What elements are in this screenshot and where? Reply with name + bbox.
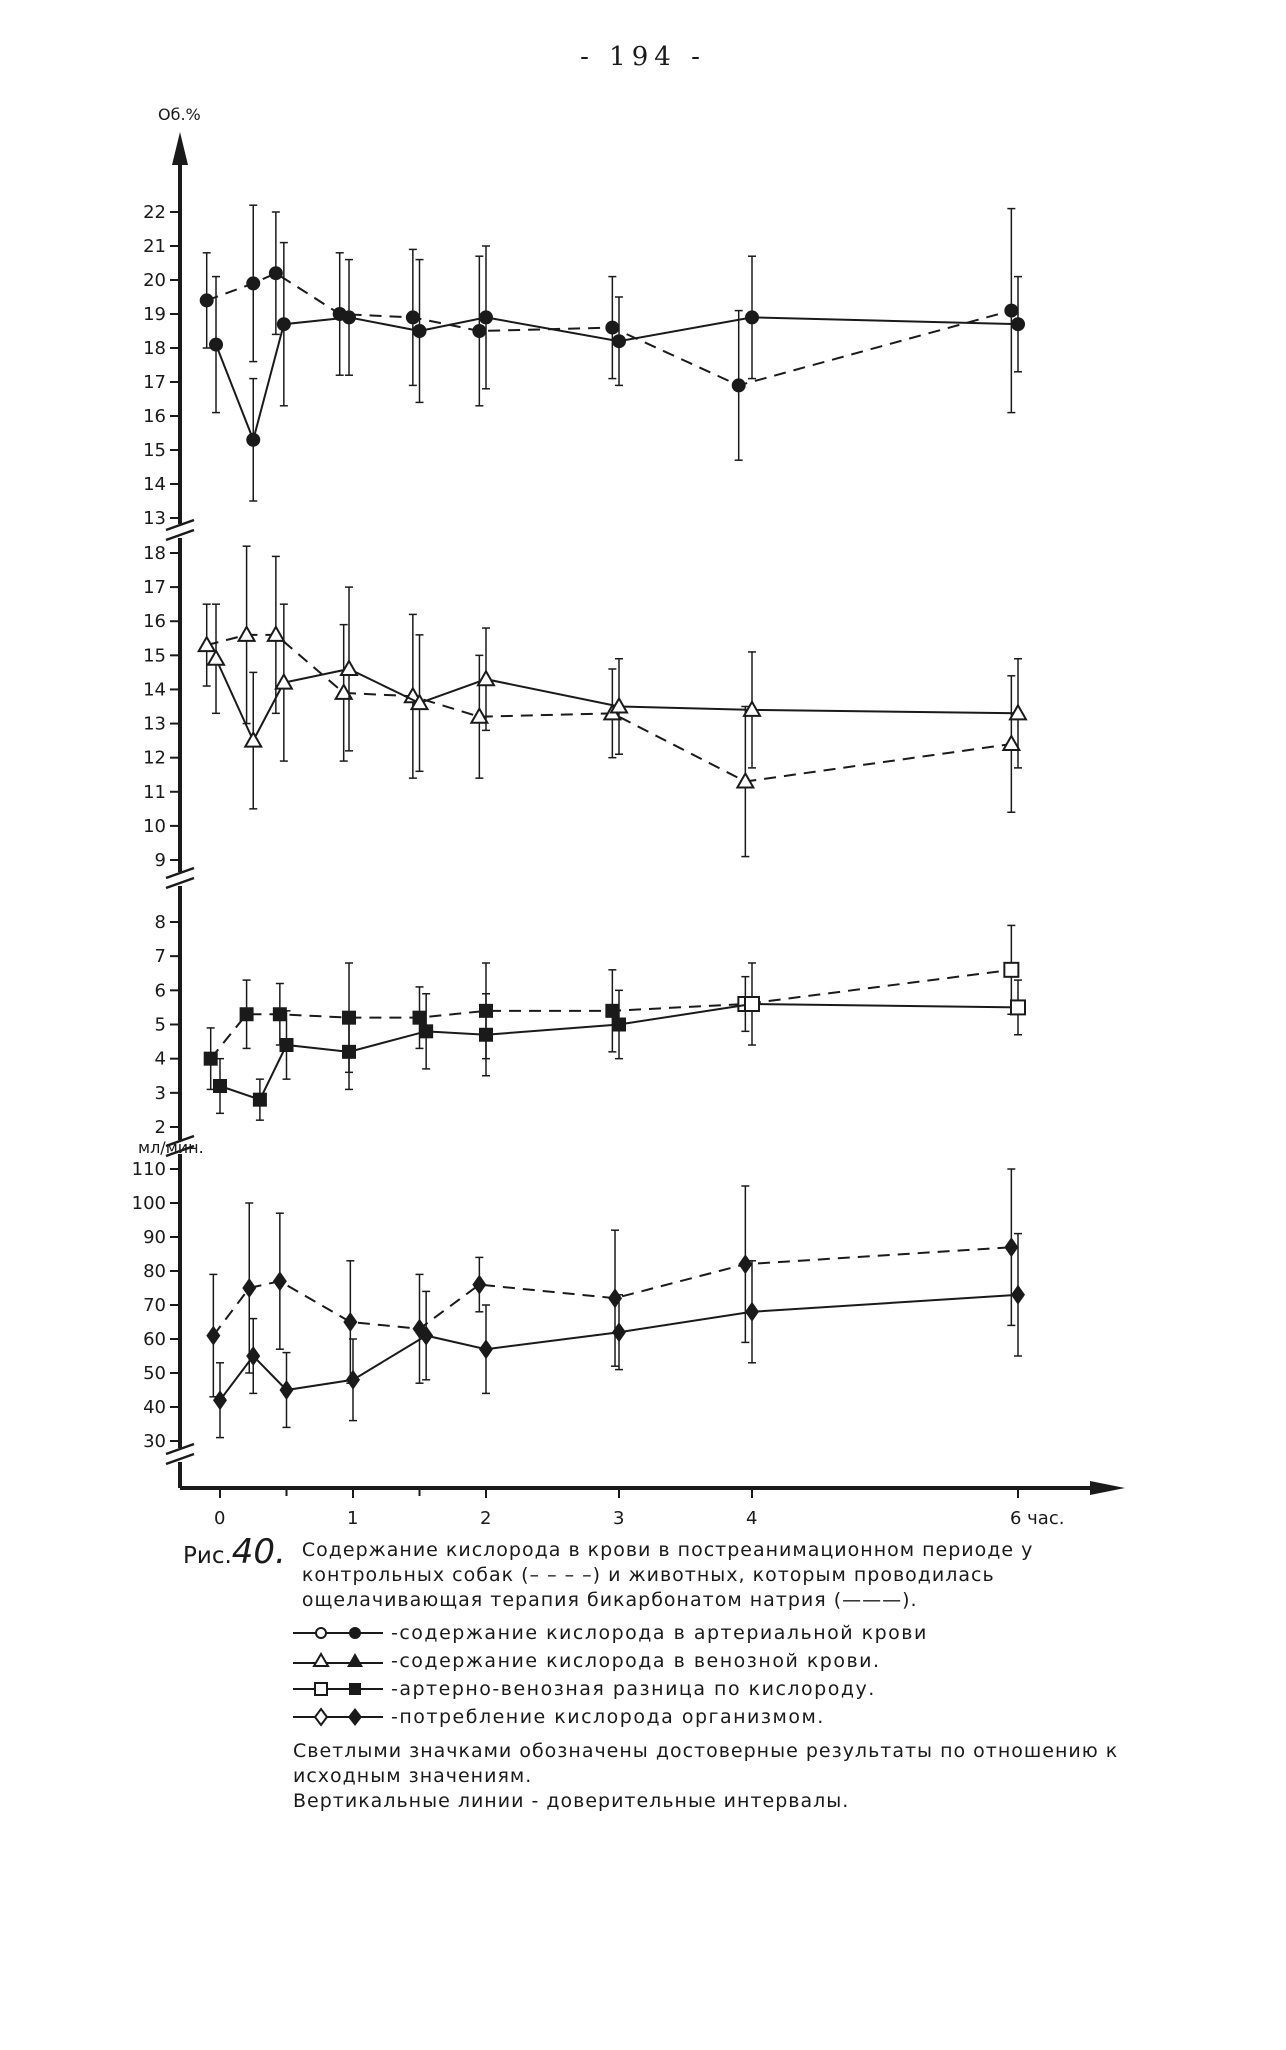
x-tick-label: 6 час.	[1010, 1508, 1065, 1529]
data-point	[413, 1011, 427, 1025]
y-tick-label: 17	[143, 577, 166, 599]
y-tick-label: 18	[143, 338, 166, 359]
data-point	[246, 276, 260, 290]
figure-caption	[183, 1532, 1143, 1814]
data-point	[253, 1093, 267, 1107]
y-tick-label: 13	[143, 713, 166, 735]
data-point	[738, 1254, 752, 1274]
y-tick-label: 40	[143, 1397, 166, 1418]
data-point	[608, 1288, 622, 1308]
data-point	[209, 338, 223, 352]
data-point	[1004, 304, 1018, 318]
data-point	[406, 310, 420, 324]
data-point	[1011, 1285, 1025, 1305]
data-point	[745, 310, 759, 324]
legend-circle-icon	[293, 1623, 383, 1643]
note-confidence: Вертикальные линии - доверительные интервалы.	[293, 1790, 850, 1812]
y-tick-label: 6	[154, 980, 166, 1002]
chart-data-layer	[132, 202, 1026, 1452]
notes	[293, 1739, 1143, 1814]
legend	[293, 1619, 1143, 1731]
legend-square-icon	[293, 1679, 383, 1699]
x-tick-label: 3	[613, 1508, 625, 1529]
y-tick-label: 7	[154, 946, 166, 968]
data-point	[605, 321, 619, 335]
data-point	[208, 651, 224, 665]
data-point	[342, 310, 356, 324]
y-tick-label: 5	[154, 1014, 166, 1036]
data-point	[343, 1312, 357, 1332]
y-tick-label: 4	[154, 1048, 166, 1070]
data-point	[1011, 1000, 1025, 1014]
y-tick-label: 16	[143, 406, 166, 427]
y-unit-label-top: Об.%	[158, 105, 201, 124]
data-point	[342, 1045, 356, 1059]
data-point	[273, 1271, 287, 1291]
legend-label: -артерно-венозная разница по кислороду.	[391, 1678, 876, 1700]
chart-panel-2	[143, 543, 1026, 871]
y-tick-label: 14	[143, 474, 166, 495]
y-tick-label: 12	[143, 747, 166, 769]
series-dashed	[199, 546, 1020, 856]
figure-number: 40.	[231, 1532, 286, 1572]
series-dashed	[200, 205, 1019, 460]
y-tick-label: 19	[143, 304, 166, 325]
data-point	[273, 1007, 287, 1021]
data-point	[605, 1004, 619, 1018]
x-tick-label: 2	[480, 1508, 492, 1529]
y-axis-arrow	[172, 132, 188, 165]
y-tick-label: 80	[143, 1261, 166, 1282]
legend-item-arterial	[293, 1619, 1143, 1647]
y-tick-label: 90	[143, 1227, 166, 1248]
data-point	[200, 293, 214, 307]
data-point	[479, 310, 493, 324]
data-point	[479, 1339, 493, 1359]
data-point	[280, 1038, 294, 1052]
data-point	[745, 1302, 759, 1322]
y-tick-label: 13	[143, 508, 166, 529]
data-point	[245, 733, 261, 747]
series-solid	[213, 963, 1025, 1120]
series-line	[213, 1247, 1011, 1335]
legend-item-venous	[293, 1647, 1143, 1675]
y-tick-label: 30	[143, 1431, 166, 1452]
x-tick-label: 1	[347, 1508, 359, 1529]
y-tick-label: 60	[143, 1329, 166, 1350]
data-point	[277, 317, 291, 331]
legend-triangle-icon	[293, 1651, 383, 1671]
series-solid	[213, 1234, 1025, 1438]
y-tick-label: 70	[143, 1295, 166, 1316]
series-dashed	[206, 1169, 1018, 1397]
y-tick-label: 17	[143, 372, 166, 393]
series-dashed	[204, 925, 1019, 1089]
data-point	[612, 334, 626, 348]
y-tick-label: 8	[154, 912, 166, 933]
series-solid	[209, 243, 1025, 501]
data-point	[612, 1322, 626, 1342]
y-tick-label: 15	[143, 645, 166, 667]
x-tick-label: 0	[214, 1508, 226, 1529]
data-point	[1011, 317, 1025, 331]
y-tick-label: 50	[143, 1363, 166, 1384]
legend-label: -содержание кислорода в артериальной крови	[391, 1622, 928, 1644]
data-point	[213, 1079, 227, 1093]
data-point	[1004, 963, 1018, 977]
data-point	[419, 1024, 433, 1038]
caption-text: Содержание кислорода в крови в постреанимационном периоде у контрольных собак (– – – –) и животных, которым проводилась ощелачивающая терапия бикарбонатом натрия (———).	[301, 1539, 1034, 1611]
data-point	[280, 1380, 294, 1400]
legend-item-av-difference	[293, 1675, 1143, 1703]
figure-label-prefix: Рис.	[183, 1543, 232, 1569]
y-tick-label: 3	[154, 1082, 166, 1104]
chart-panel-3	[155, 912, 1025, 1138]
series-line	[207, 635, 1012, 782]
x-tick-label: 4	[746, 1508, 758, 1529]
y-unit-label-bottom: мл/мин.	[138, 1138, 204, 1157]
y-tick-label: 15	[143, 440, 166, 461]
data-point	[346, 1370, 360, 1390]
legend-diamond-icon	[293, 1707, 383, 1727]
figure-label	[183, 1532, 286, 1572]
y-tick-label: 21	[143, 236, 166, 257]
data-point	[1003, 736, 1019, 750]
series-solid	[208, 587, 1026, 809]
y-tick-label: 16	[143, 611, 166, 633]
data-point	[269, 266, 283, 280]
data-point	[246, 433, 260, 447]
y-tick-label: 10	[143, 815, 166, 837]
data-point	[472, 1275, 486, 1295]
data-point	[1004, 1237, 1018, 1257]
y-tick-label: 9	[154, 850, 166, 871]
y-tick-label: 18	[143, 543, 166, 564]
y-tick-label: 20	[143, 270, 166, 291]
chart-panel-4	[132, 1159, 1025, 1452]
y-tick-label: 11	[143, 781, 166, 803]
data-point	[745, 997, 759, 1011]
page-number: - 194 -	[580, 42, 706, 72]
x-axis-arrow	[1090, 1481, 1125, 1495]
y-tick-label: 100	[131, 1193, 166, 1214]
y-tick-label: 22	[143, 202, 166, 223]
legend-item-consumption	[293, 1703, 1143, 1731]
data-point	[413, 324, 427, 338]
data-point	[472, 324, 486, 338]
data-point	[612, 1018, 626, 1032]
data-point	[240, 1007, 254, 1021]
data-point	[732, 378, 746, 392]
data-point	[478, 671, 494, 685]
y-tick-label: 110	[131, 1159, 166, 1180]
data-point	[479, 1028, 493, 1042]
note-significance: Светлыми значками обозначены достоверные результаты по отношению к исходным значениям.	[293, 1740, 1119, 1787]
y-tick-label: 2	[154, 1117, 166, 1138]
legend-label: -потребление кислорода организмом.	[391, 1706, 825, 1728]
y-tick-label: 14	[143, 679, 166, 701]
chart-panel-1	[143, 202, 1025, 529]
legend-label: -содержание кислорода в венозной крови.	[391, 1650, 881, 1672]
data-point	[204, 1052, 218, 1066]
